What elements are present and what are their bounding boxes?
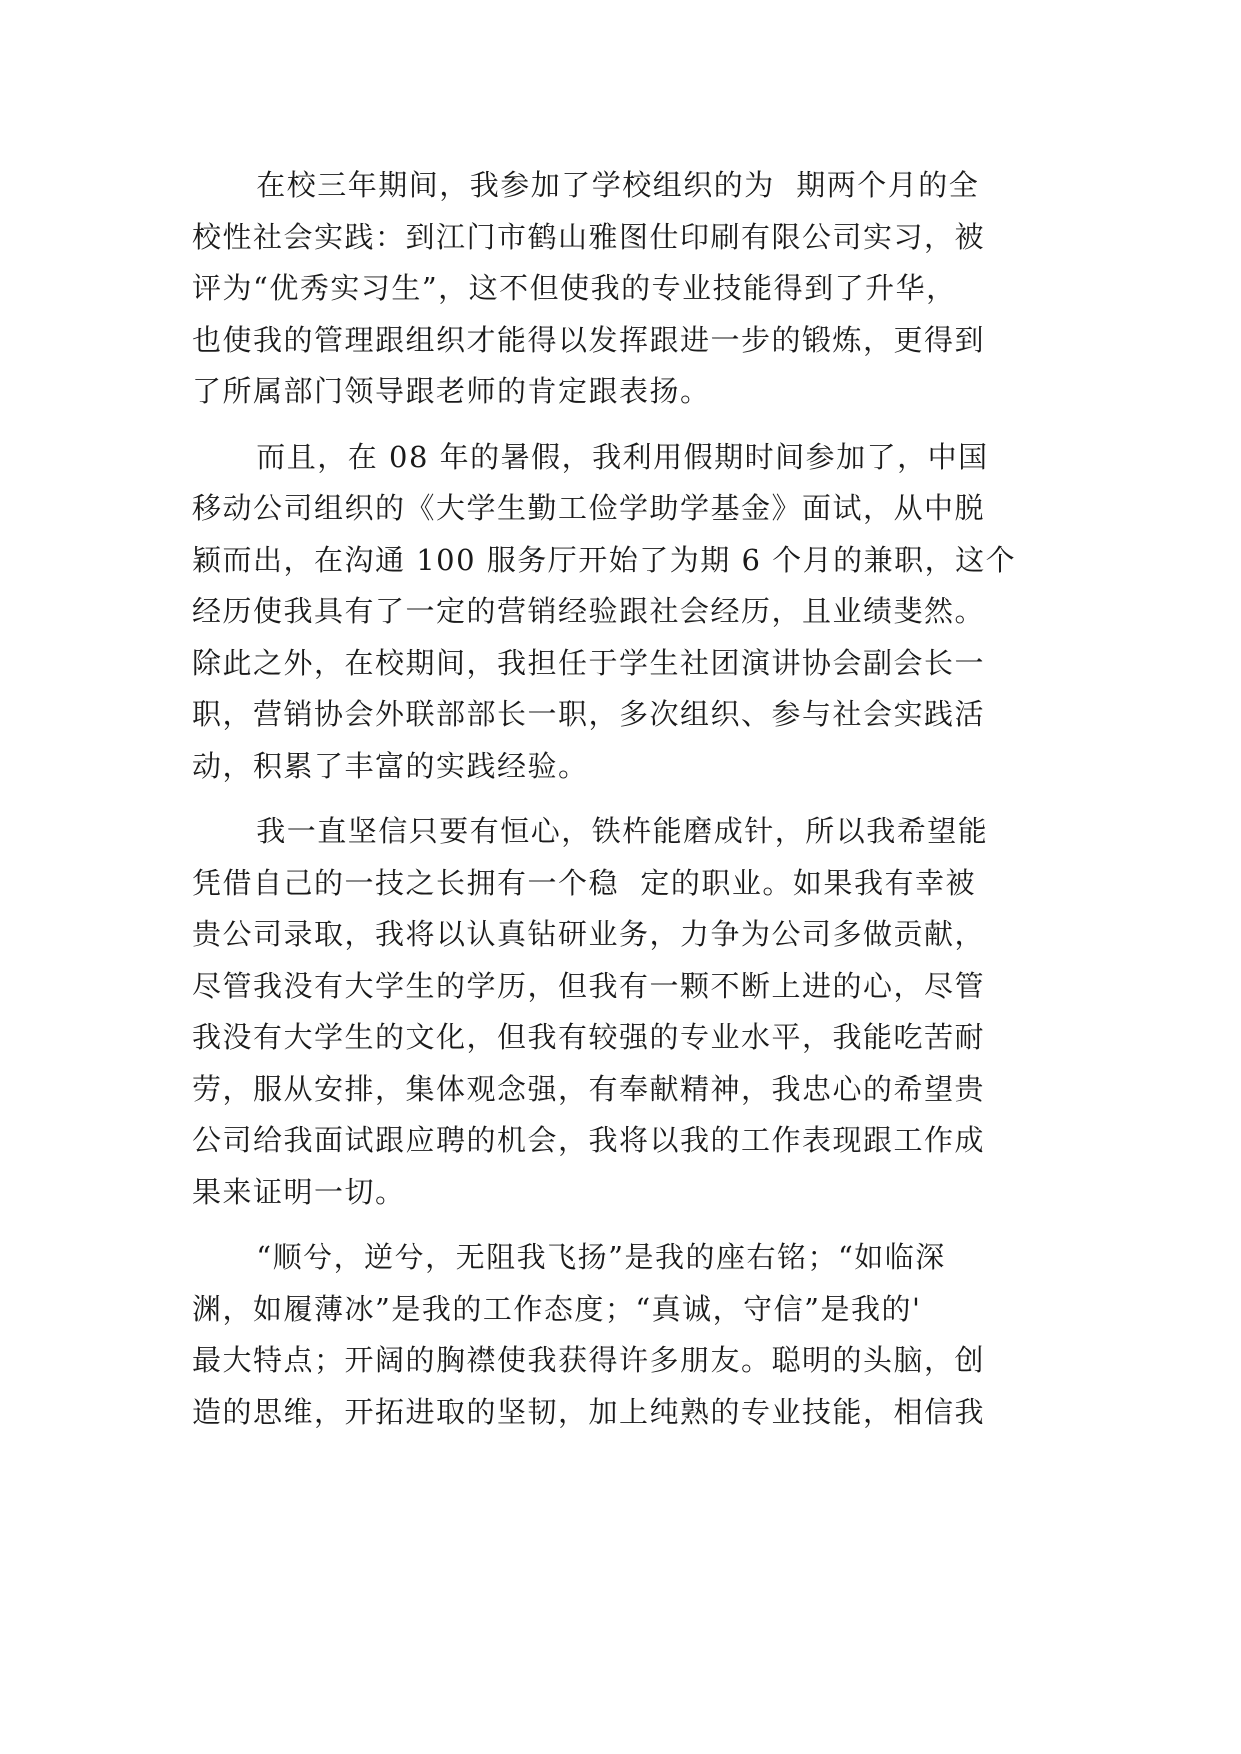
text-line: 而且，在 08 年的暑假，我利用假期时间参加了，中国 [192, 439, 989, 474]
text-line: 在校三年期间，我参加了学校组织的为 期两个月的全 [192, 168, 980, 202]
paragraph-spacer [192, 418, 1072, 432]
text-line: 校性社会实践：到江门市鹤山雅图仕印刷有限公司实习，被 [192, 219, 986, 254]
text-line: 尽管我没有大学生的学历，但我有一颗不断上进的心，尽管 [192, 968, 986, 1003]
text-line: 也使我的管理跟组织才能得以发挥跟进一步的锻炼，更得到 [192, 322, 986, 357]
paragraph-2 [192, 432, 1072, 793]
text-line: 我没有大学生的文化，但我有较强的专业水平，我能吃苦耐 [192, 1020, 986, 1054]
text-line: 劳，服从安排，集体观念强，有奉献精神，我忠心的希望贵 [192, 1071, 986, 1106]
text-line: 公司给我面试跟应聘的机会，我将以我的工作表现跟工作成 [192, 1123, 986, 1157]
text-line: 了所属部门领导跟老师的肯定跟表扬。 [192, 374, 711, 408]
text-line: 评为“优秀实习生”，这不但使我的专业技能得到了升华， [192, 271, 957, 305]
text-line: 颖而出，在沟通 100 服务厅开始了为期 6 个月的兼职，这个 [192, 542, 1017, 577]
text-line: 移动公司组织的《大学生勤工俭学助学基金》面试，从中脱 [192, 491, 986, 525]
text-line: 动，积累了丰富的实践经验。 [192, 748, 589, 783]
paragraph-1 [192, 160, 1072, 418]
text-line: 凭借自己的一技之长拥有一个稳 定的职业。如果我有幸被 [192, 865, 976, 900]
text-line: 果来证明一切。 [192, 1174, 406, 1209]
text-line: 渊，如履薄冰”是我的工作态度；“真诚，守信”是我的' [192, 1291, 922, 1326]
text-line: 除此之外，在校期间，我担任于学生社团演讲协会副会长一 [192, 645, 986, 680]
text-line: “顺兮，逆兮，无阻我飞扬”是我的座右铭；“如临深 [192, 1240, 946, 1274]
text-line: 造的思维，开拓进取的坚韧，加上纯熟的专业技能，相信我 [192, 1394, 986, 1429]
document-body [192, 160, 1072, 1438]
paragraph-3 [192, 806, 1072, 1218]
text-line: 最大特点；开阔的胸襟使我获得许多朋友。聪明的头脑，创 [192, 1343, 986, 1377]
paragraph-4 [192, 1232, 1072, 1438]
paragraph-spacer [192, 792, 1072, 806]
text-line: 贵公司录取，我将以认真钻研业务，力争为公司多做贡献， [192, 917, 986, 951]
text-line: 职，营销协会外联部部长一职，多次组织、参与社会实践活 [192, 697, 986, 731]
paragraph-spacer [192, 1218, 1072, 1232]
text-line: 经历使我具有了一定的营销经验跟社会经历，且业绩斐然。 [192, 594, 986, 628]
text-line: 我一直坚信只要有恒心，铁杵能磨成针，所以我希望能 [192, 814, 989, 848]
